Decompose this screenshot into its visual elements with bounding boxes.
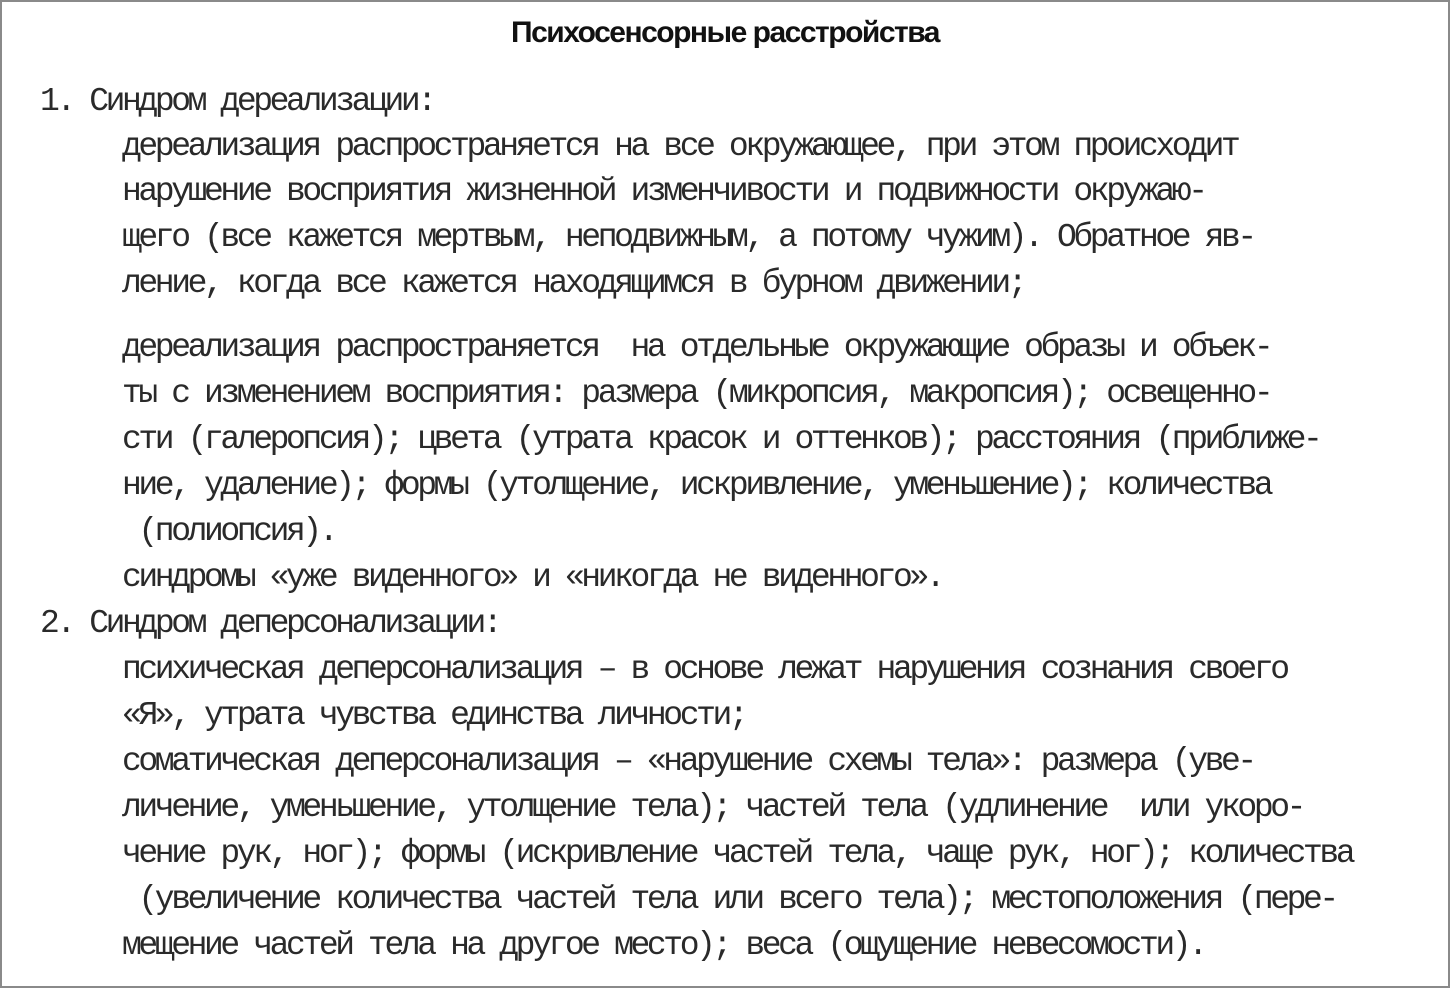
text-line: ление, когда все кажется находящимся в бурном движении; <box>122 265 1025 302</box>
text-line: (увеличение количества частей тела или всего тела); местоположения (пере- <box>122 881 1336 918</box>
text-line: соматическая деперсонализация – «нарушение схемы тела»: размера (уве- <box>122 743 1254 780</box>
page-title: Психосенсорные расстройства <box>511 16 939 49</box>
section-1-heading: 1. Синдром дереализации: <box>40 83 434 120</box>
text-line: дереализация распространяется на отдельные окружающие образы и объек- <box>122 329 1271 366</box>
text-line: чение рук, ног); формы (искривление частей тела, чаще рук, ног); количества <box>122 835 1353 872</box>
text-line: щего (все кажется мертвым, неподвижным, а потому чужим). Обратное яв- <box>122 219 1254 256</box>
text-line: нарушение восприятия жизненной изменчивости и подвижности окружаю- <box>122 173 1205 210</box>
text-line: мещение частей тела на другое место); веса (ощущение невесомости). <box>122 927 1205 964</box>
text-line: сти (галеропсия); цвета (утрата красок и оттенков); расстояния (приближе- <box>122 421 1320 458</box>
text-line: ние, удаление); формы (утолщение, искривление, уменьшение); количества <box>122 467 1271 504</box>
text-line: дереализация распространяется на все окружающее, при этом происходит <box>122 128 1238 165</box>
text-line: (полиопсия). <box>122 513 336 550</box>
text-line: ты с изменением восприятия: размера (микропсия, макропсия); освещенно- <box>122 375 1271 412</box>
section-2-heading: 2. Синдром деперсонализации: <box>40 605 500 642</box>
text-line: психическая деперсонализация – в основе лежат нарушения сознания своего <box>122 651 1287 688</box>
text-line: «Я», утрата чувства единства личности; <box>122 697 746 734</box>
text-line: личение, уменьшение, утолщение тела); частей тела (удлинение или укоро- <box>122 789 1304 826</box>
text-line: синдромы «уже виденного» и «никогда не виденного». <box>122 559 943 596</box>
